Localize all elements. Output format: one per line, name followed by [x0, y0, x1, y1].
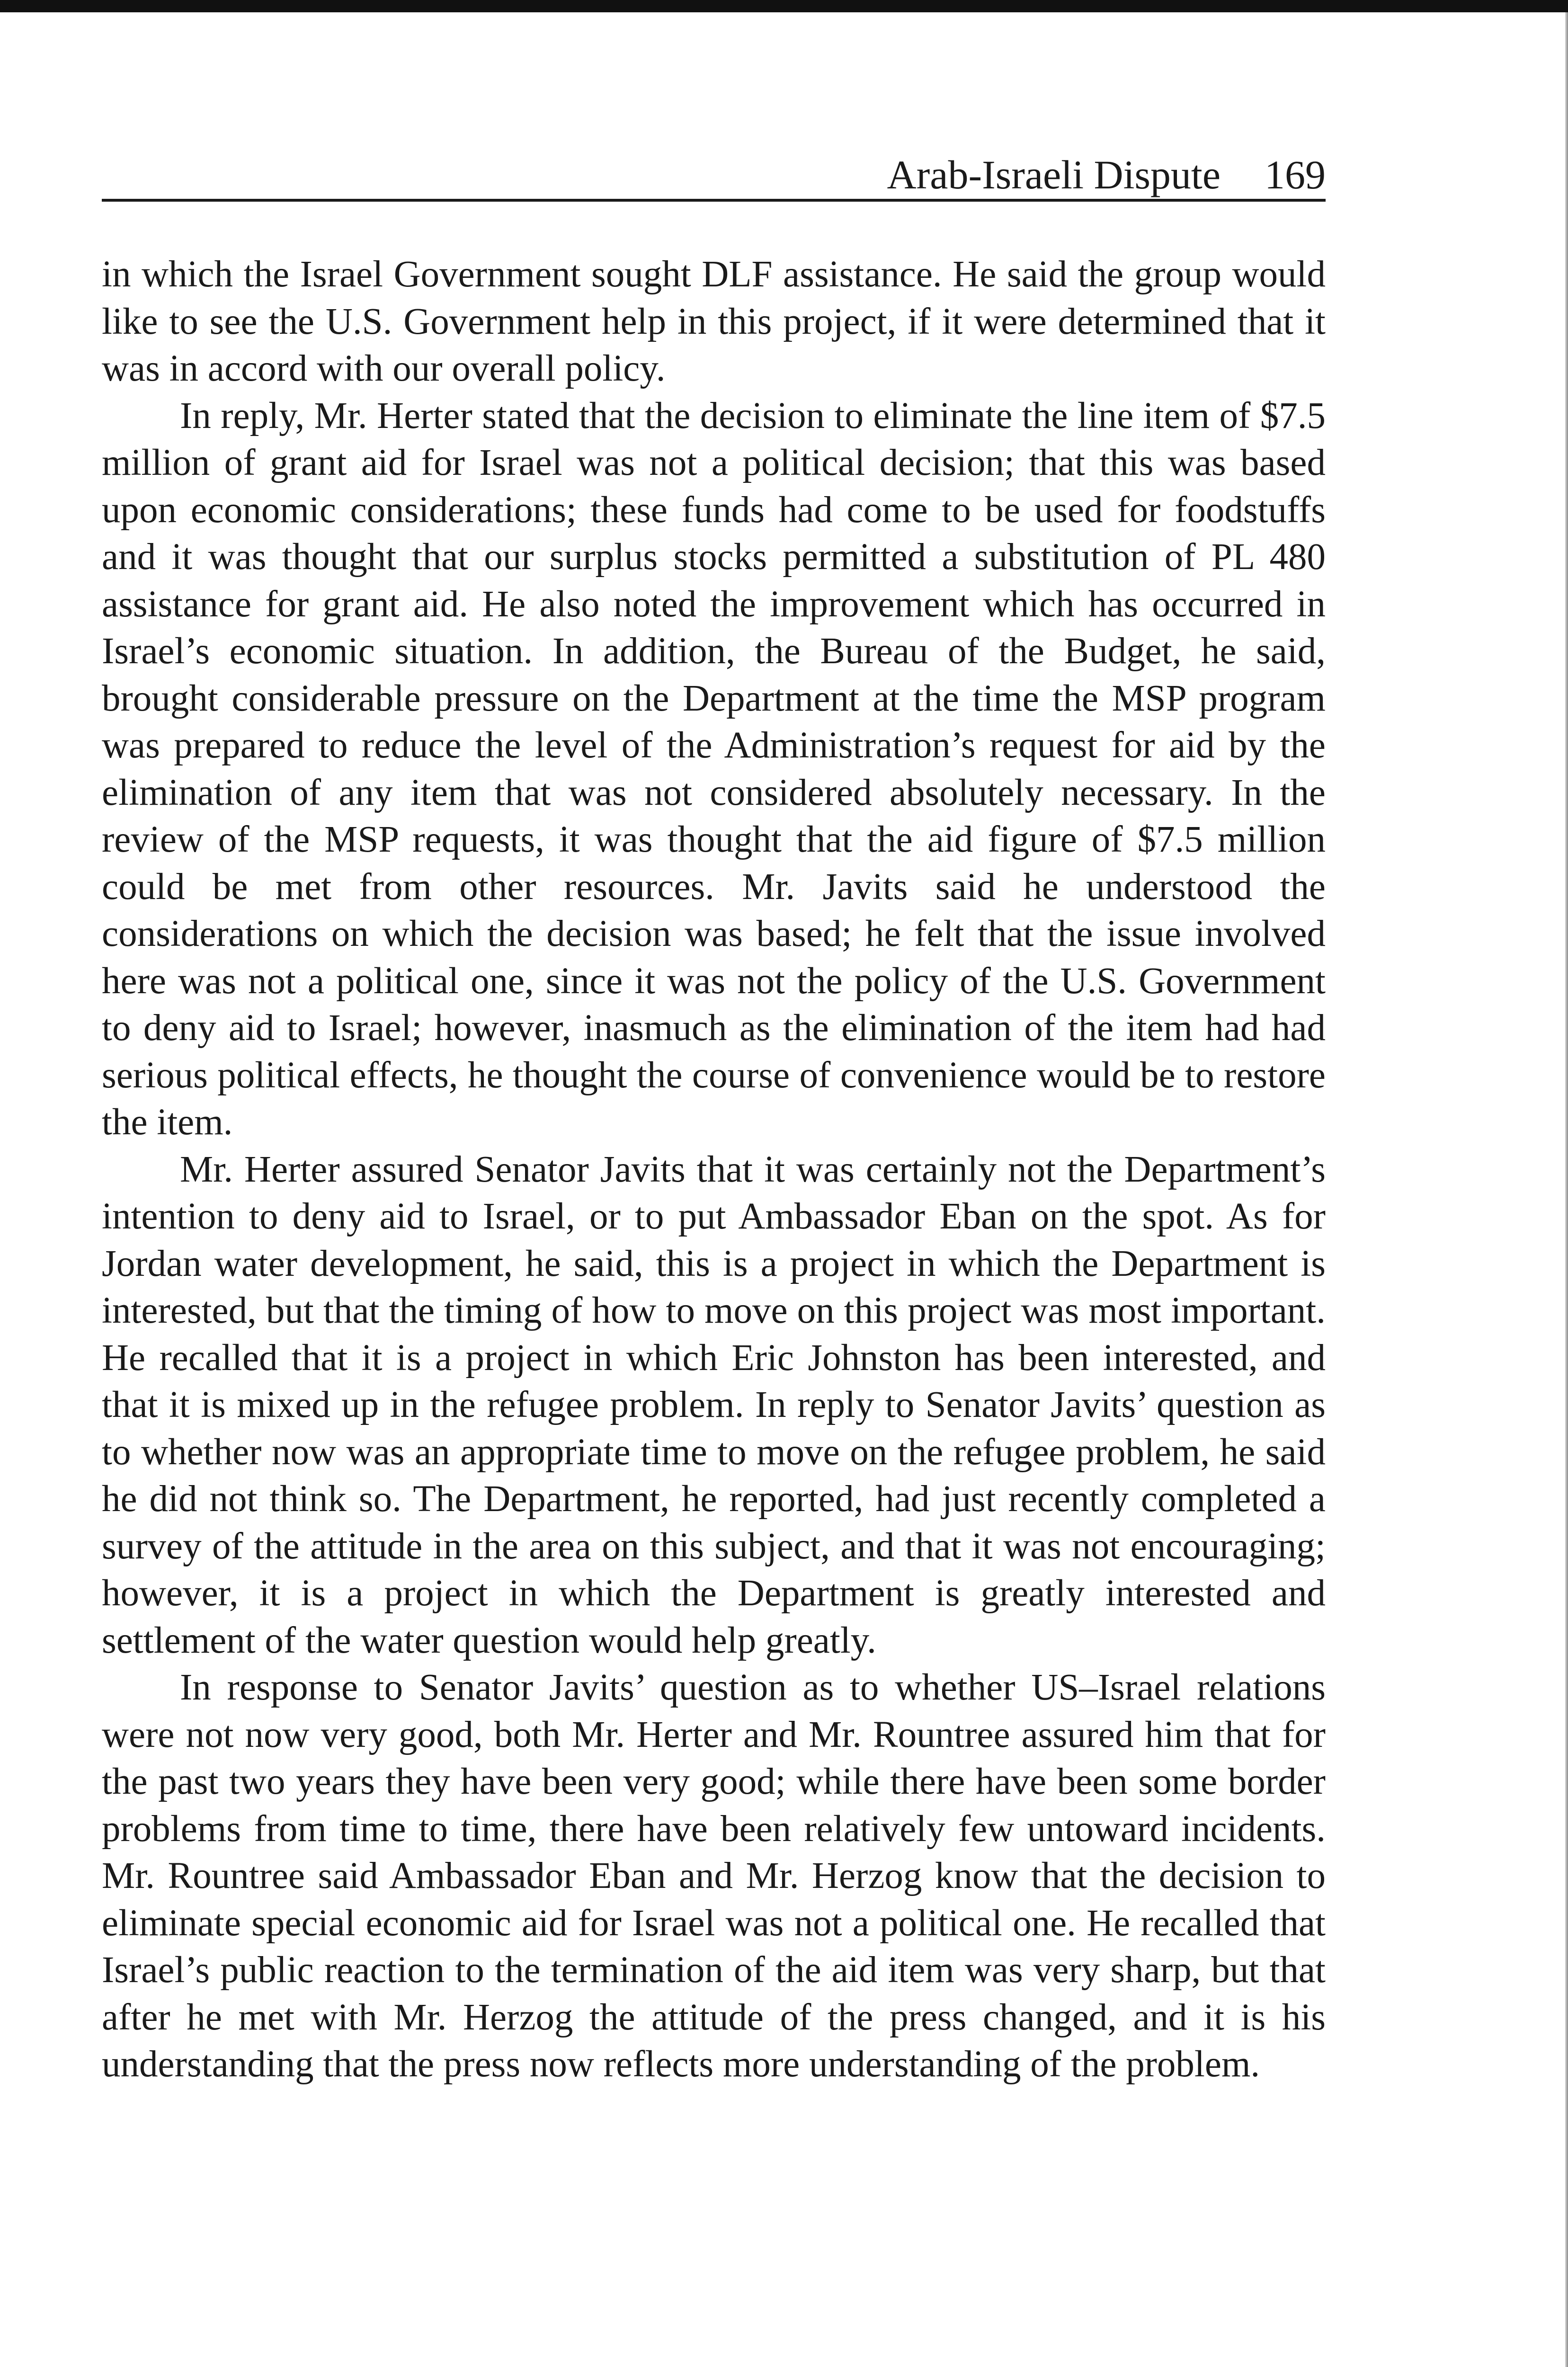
paragraph-continuation: in which the Israel Government sought DLF assistance. He said the group would like to see the U.S. Government help in this project, if it were determined that it was in accord with our overall policy.	[102, 254, 1326, 389]
paragraph-herter-assurance: Mr. Herter assured Senator Javits that it was certainly not the Department’s intention to deny aid to Israel, or to put Ambassador Eban on the spot. As for Jordan water development, he said, this is a project in which the Department is interested, but that the timing of how to move on this project was most important. He recalled that it is a project in which Eric Johnston has been interested, and that it is mixed up in the refugee problem. In reply to Senator Javits’ question as to whether now was an appropriate time to move on the refugee problem, he said he did not think so. The Department, he reported, had just recently completed a survey of the attitude in the area on this subject, and that it was not encouraging; however, it is a project in which the Department is greatly interested and settlement of the water question would help greatly.	[102, 1148, 1326, 1661]
body-text	[102, 251, 1326, 2088]
running-head	[102, 142, 1326, 202]
scan-right-edge	[1565, 12, 1568, 2367]
running-head-title: Arab-Israeli Dispute	[887, 152, 1221, 197]
scan-top-edge	[0, 0, 1568, 12]
page-number: 169	[1265, 152, 1326, 197]
paragraph-relations: In response to Senator Javits’ question as to whether US–Israel relations were not now very good, both Mr. Herter and Mr. Rountree assured him that for the past two years they have been very good; while there have been some border problems from time to time, there have been relatively few untoward incidents. Mr. Rountree said Ambassador Eban and Mr. Herzog know that the decision to eliminate special economic aid for Israel was not a political one. He recalled that Israel’s public reaction to the termination of the aid item was very sharp, but that after he met with Mr. Herzog the attitude of the press changed, and it is his understanding that the press now reflects more understanding of the problem.	[102, 1667, 1326, 2085]
paragraph-herter-reply: In reply, Mr. Herter stated that the decision to eliminate the line item of $7.5 million of grant aid for Israel was not a political decision; that this was based upon economic considerations; these funds had come to be used for foodstuffs and it was thought that our surplus stocks permitted a substitution of PL 480 assistance for grant aid. He also noted the improvement which has occurred in Israel’s economic situation. In addition, the Bureau of the Budget, he said, brought considerable pressure on the Department at the time the MSP program was prepared to reduce the level of the Administration’s request for aid by the elimination of any item that was not considered absolutely necessary. In the review of the MSP requests, it was thought that the aid figure of $7.5 million could be met from other resources. Mr. Javits said he understood the considerations on which the decision was based; he felt that the issue involved here was not a political one, since it was not the policy of the U.S. Government to deny aid to Israel; however, inasmuch as the elimination of the item had had serious political effects, he thought the course of convenience would be to restore the item.	[102, 395, 1326, 1143]
